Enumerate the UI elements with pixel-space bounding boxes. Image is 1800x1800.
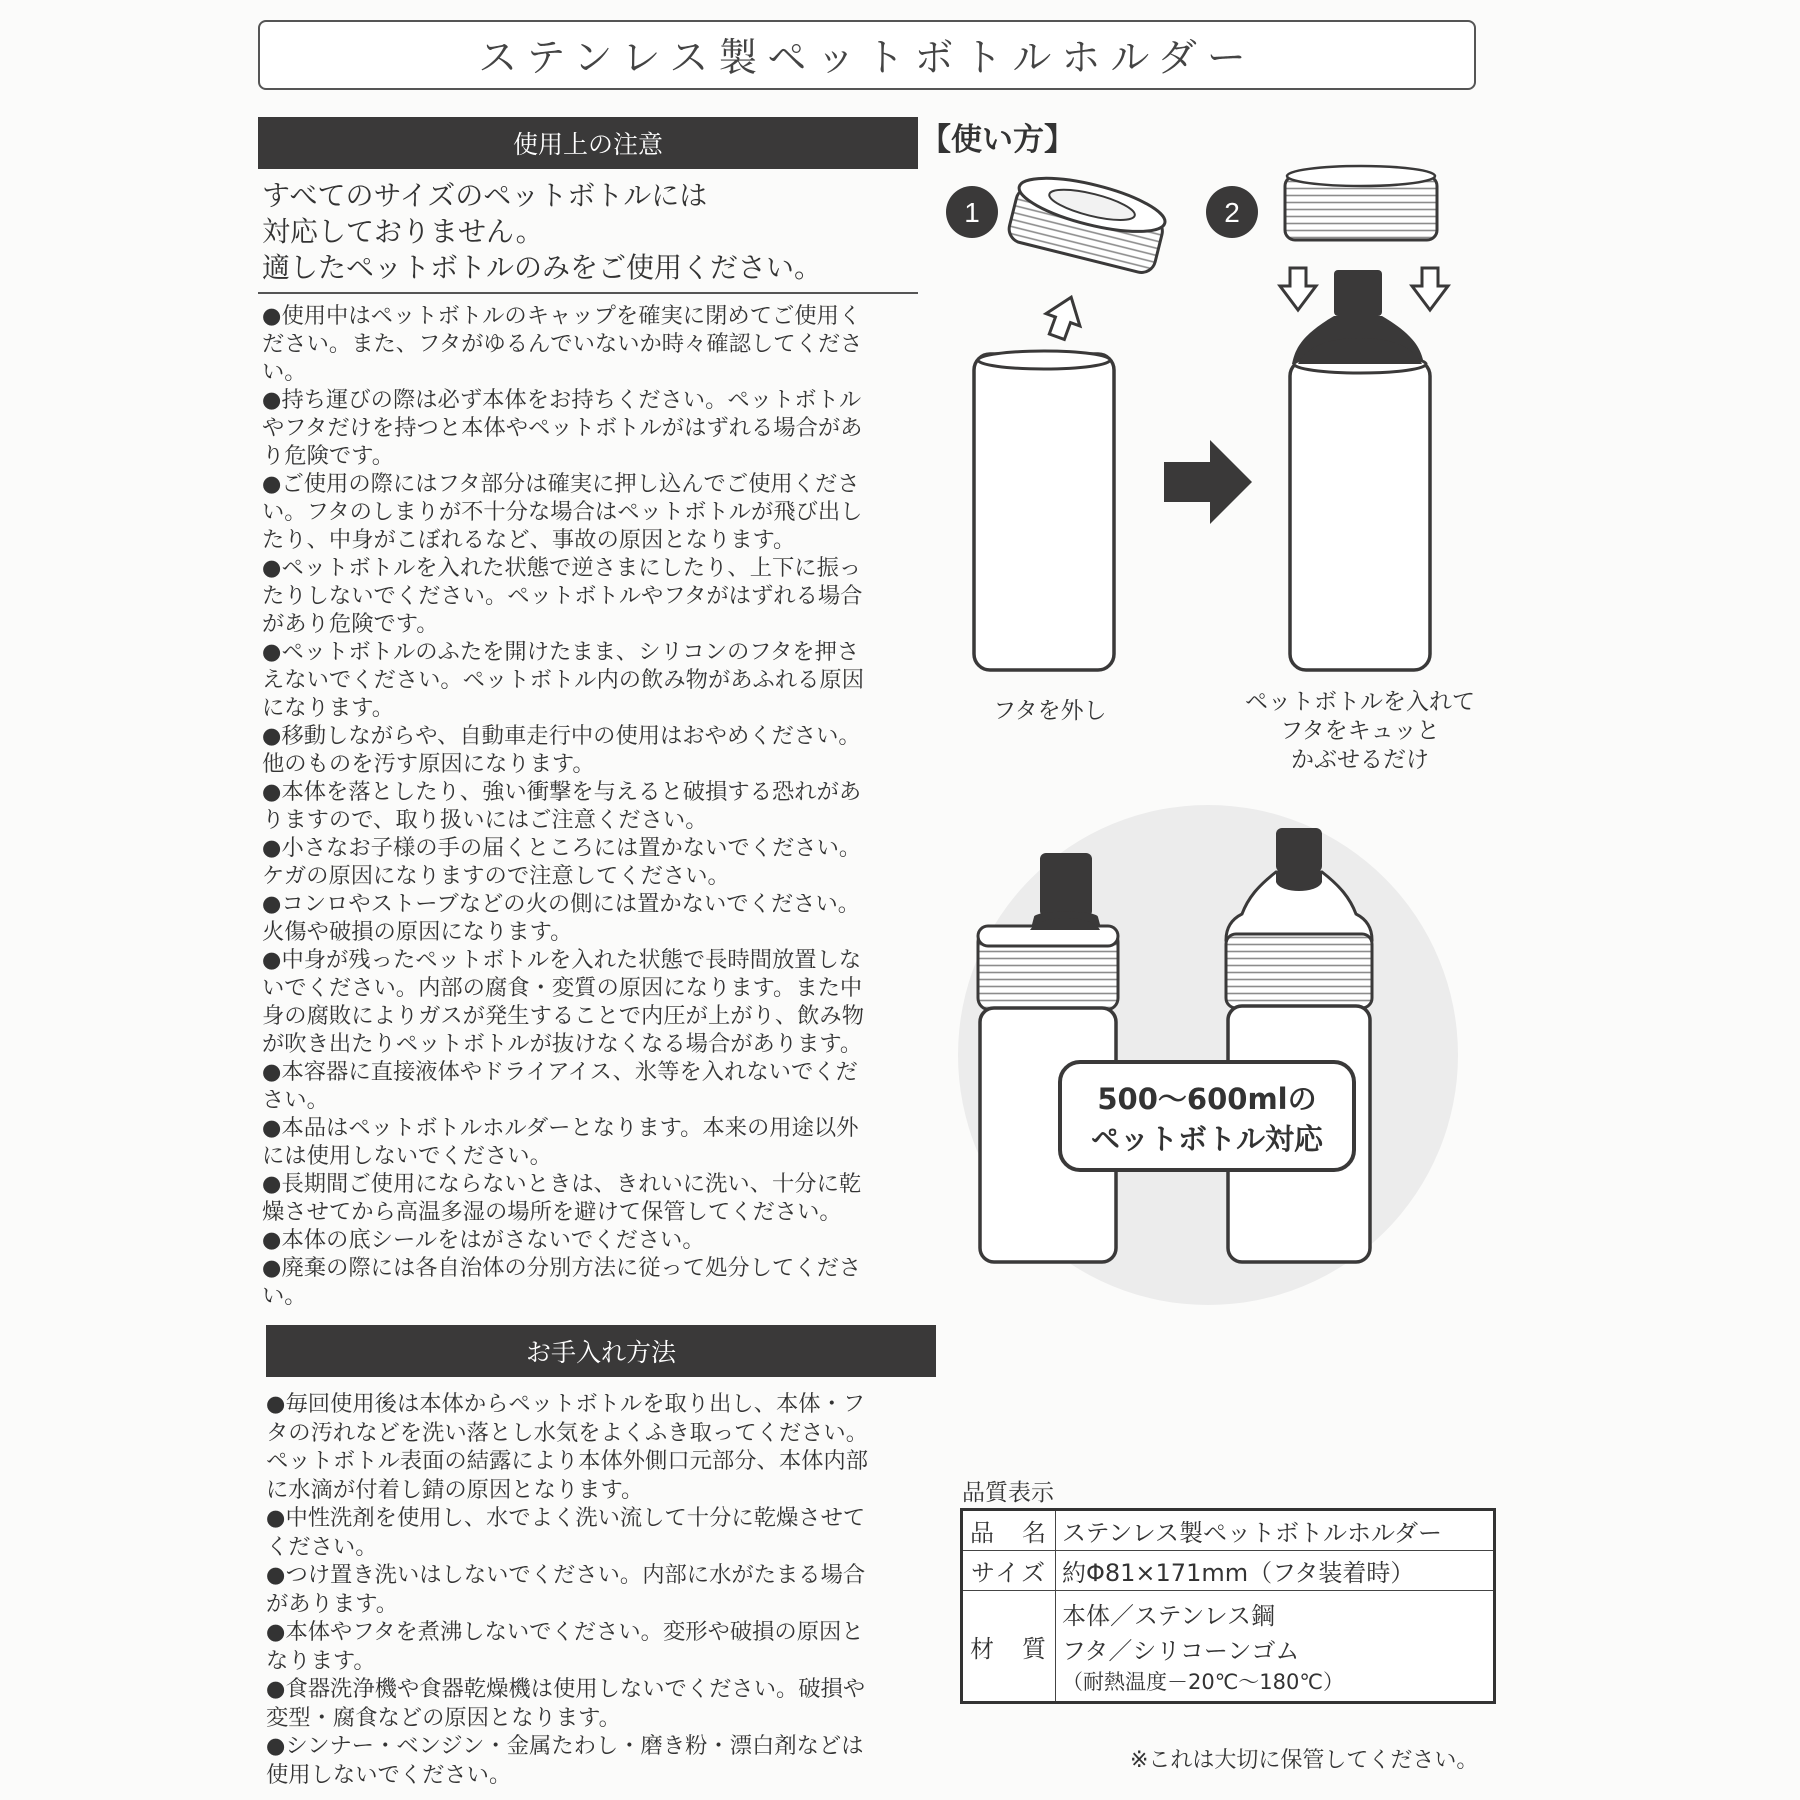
caution-heading: 使用上の注意 [512, 130, 663, 159]
caution-note-line: い。 [262, 359, 307, 385]
caution-note-line: ●中身が残ったペットボトルを入れた状態で長時間放置しな [262, 947, 862, 973]
capacity-badge [1060, 1062, 1354, 1170]
material-key: 材 質 [962, 1591, 1056, 1703]
howto-heading: 【使い方】 [920, 122, 1075, 158]
caution-note-line: ●本品はペットボトルホルダーとなります。本来の用途以外 [262, 1115, 859, 1141]
caution-note-line: ●ペットボトルのふたを開けたまま、シリコンのフタを押さ [262, 639, 860, 665]
caution-note-line: が吹き出たりペットボトルが抜けなくなる場合があります。 [262, 1031, 863, 1057]
care-note-line: なります。 [266, 1647, 376, 1674]
caution-note-line: ●移動しながらや、自動車走行中の使用はおやめください。 [262, 723, 861, 749]
caution-note-line: になります。 [262, 695, 394, 721]
document-title [258, 20, 1476, 90]
care-note-line: ●つけ置き洗いはしないでください。内部に水がたまる場合 [266, 1562, 866, 1588]
care-note-line: ください。 [266, 1533, 378, 1560]
caution-note-line: 火傷や破損の原因になります。 [262, 919, 573, 945]
svg-text:2: 2 [1224, 197, 1240, 228]
step2-caption [1210, 688, 1510, 775]
up-arrow-icon [1040, 291, 1088, 343]
care-note-line: ●中性洗剤を使用し、水でよく洗い流して十分に乾燥させて [266, 1505, 866, 1531]
caution-note-line: たりしないでください。ペットボトルやフタがはずれる場合 [262, 583, 863, 609]
svg-text:1: 1 [964, 197, 980, 228]
table-row [962, 1591, 1495, 1703]
step2-badge [1206, 186, 1258, 238]
caution-note-line: 身の腐敗によりガスが発生することで内圧が上がり、飲み物 [262, 1003, 865, 1029]
quality-table [960, 1508, 1496, 1704]
footer-note: ※これは大切に保管してください。 [1130, 1748, 1479, 1773]
caution-note-line: ●ご使用の際にはフタ部分は確実に押し込んでご使用くださ [262, 471, 860, 497]
caution-intro [262, 178, 922, 286]
step2-caption-line: ペットボトルを入れて [1245, 689, 1475, 715]
care-note-line: ●シンナー・ベンジン・金属たわし・磨き粉・漂白剤などは [266, 1733, 864, 1759]
caution-note-line: ださい。また、フタがゆるんでいないか時々確認してくださ [262, 331, 863, 357]
care-note-line: があります。 [266, 1590, 398, 1617]
svg-text:ペットボトル対応: ペットボトル対応 [1090, 1122, 1324, 1156]
caution-note-line: いでください。内部の腐食・変質の原因になります。また中 [262, 975, 863, 1001]
document-title-text: ステンレス製ペットボトルホルダー [478, 36, 1256, 81]
caution-heading-bar [258, 117, 918, 169]
step1-badge [946, 186, 998, 238]
holder-body-empty [974, 351, 1114, 670]
down-arrow-icon [1412, 268, 1448, 310]
caution-note-line: い。 [262, 1283, 307, 1309]
caution-note-line: えないでください。ペットボトル内の飲み物があふれる原因 [262, 667, 865, 693]
svg-text:500〜600mlの: 500〜600mlの [1097, 1082, 1317, 1116]
care-note-line: ●毎回使用後は本体からペットボトルを取り出し、本体・フ [266, 1391, 866, 1417]
right-arrow-icon [1164, 440, 1252, 524]
caution-note-line: りますので、取り扱いにはご注意ください。 [262, 807, 708, 833]
caution-note-line: ●本体を落としたり、強い衝撃を与えると破損する恐れがあ [262, 779, 862, 805]
lid-removed-icon [1006, 167, 1169, 275]
material-value [1056, 1591, 1495, 1703]
caution-note-line: たり、中身がこぼれるなど、事故の原因となります。 [262, 527, 796, 553]
care-heading: お手入れ方法 [525, 1338, 676, 1367]
caution-note-line: ケガの原因になりますので注意してください。 [262, 863, 730, 889]
caution-note-line: い。フタのしまりが不十分な場合はペットボトルが飛び出し [262, 499, 863, 525]
size-value: 約Φ81×171mm（フタ装着時） [1056, 1551, 1495, 1591]
caution-note-line: には使用しないでください。 [262, 1143, 552, 1169]
lid-icon [1285, 166, 1437, 240]
material-heat-note: （耐熱温度－20℃〜180℃） [1062, 1670, 1344, 1694]
care-note-line: ペットボトル表面の結露により本体外側口元部分、本体内部 [266, 1448, 869, 1474]
table-row [962, 1510, 1495, 1551]
material-line: 本体／ステンレス鋼 [1062, 1602, 1275, 1630]
caution-note-line: ●小さなお子様の手の届くところには置かないでください。 [262, 835, 862, 861]
caution-intro-line: 対応しておりません。 [262, 215, 544, 248]
care-note-line: タの汚れなどを洗い落とし水気をよくふき取ってください。 [266, 1419, 869, 1446]
care-note-line: 変型・腐食などの原因となります。 [266, 1704, 621, 1731]
down-arrow-icon [1280, 268, 1316, 310]
caution-note-line: があり危険です。 [262, 611, 439, 637]
step2-caption-line: かぶせるだけ [1291, 747, 1429, 773]
caution-note-line: ●使用中はペットボトルのキャップを確実に閉めてご使用く [262, 303, 862, 329]
caution-note-line: り危険です。 [262, 443, 394, 469]
caution-intro-line: すべてのサイズのペットボトルには [262, 179, 708, 212]
caution-intro-line: 適したペットボトルのみをご使用ください。 [262, 251, 823, 284]
intro-divider [258, 292, 918, 294]
caution-note-line: 他のものを汚す原因になります。 [262, 751, 595, 777]
quality-label: 品質表示 [962, 1480, 1054, 1506]
caution-note-line: 燥させてから高温多湿の場所を避けて保管してください。 [262, 1199, 842, 1225]
step1-caption [955, 697, 1145, 726]
caution-note-line: ●本容器に直接液体やドライアイス、氷等を入れないでくだ [262, 1059, 858, 1085]
product-name-value: ステンレス製ペットボトルホルダー [1056, 1510, 1495, 1551]
caution-list [262, 302, 932, 1310]
product-name-key: 品 名 [962, 1510, 1056, 1551]
caution-note-line: やフタだけを持つと本体やペットボトルがはずれる場合があ [262, 415, 863, 441]
material-line: フタ／シリコーンゴム [1062, 1637, 1300, 1665]
caution-note-line: ●本体の底シールをはがさないでください。 [262, 1227, 705, 1253]
care-heading-bar [266, 1325, 936, 1377]
caution-note-line: ●ペットボトルを入れた状態で逆さまにしたり、上下に振っ [262, 555, 862, 581]
table-row [962, 1551, 1495, 1591]
care-list [266, 1390, 936, 1789]
caution-note-line: ●持ち運びの際は必ず本体をお持ちください。ペットボトル [262, 387, 862, 413]
care-note-line: ●食器洗浄機や食器乾燥機は使用しないでください。破損や [266, 1676, 866, 1702]
care-note-line: 使用しないでください。 [266, 1761, 512, 1788]
size-key: サイズ [962, 1551, 1056, 1591]
caution-note-line: ●コンロやストーブなどの火の側には置かないでください。 [262, 891, 861, 917]
caution-note-line: ●長期間ご使用にならないときは、きれいに洗い、十分に乾 [262, 1171, 862, 1197]
caution-note-line: ●廃棄の際には各自治体の分別方法に従って処分してくださ [262, 1255, 862, 1281]
care-note-line: ●本体やフタを煮沸しないでください。変形や破損の原因と [266, 1619, 864, 1645]
step2-caption-line: フタをキュッと [1280, 718, 1440, 744]
step1-caption-text: フタを外し [993, 698, 1107, 724]
bottle-in-holder-step2 [1290, 270, 1430, 670]
caution-note-line: さい。 [262, 1087, 329, 1113]
care-note-line: に水滴が付着し錆の原因となります。 [266, 1476, 644, 1503]
